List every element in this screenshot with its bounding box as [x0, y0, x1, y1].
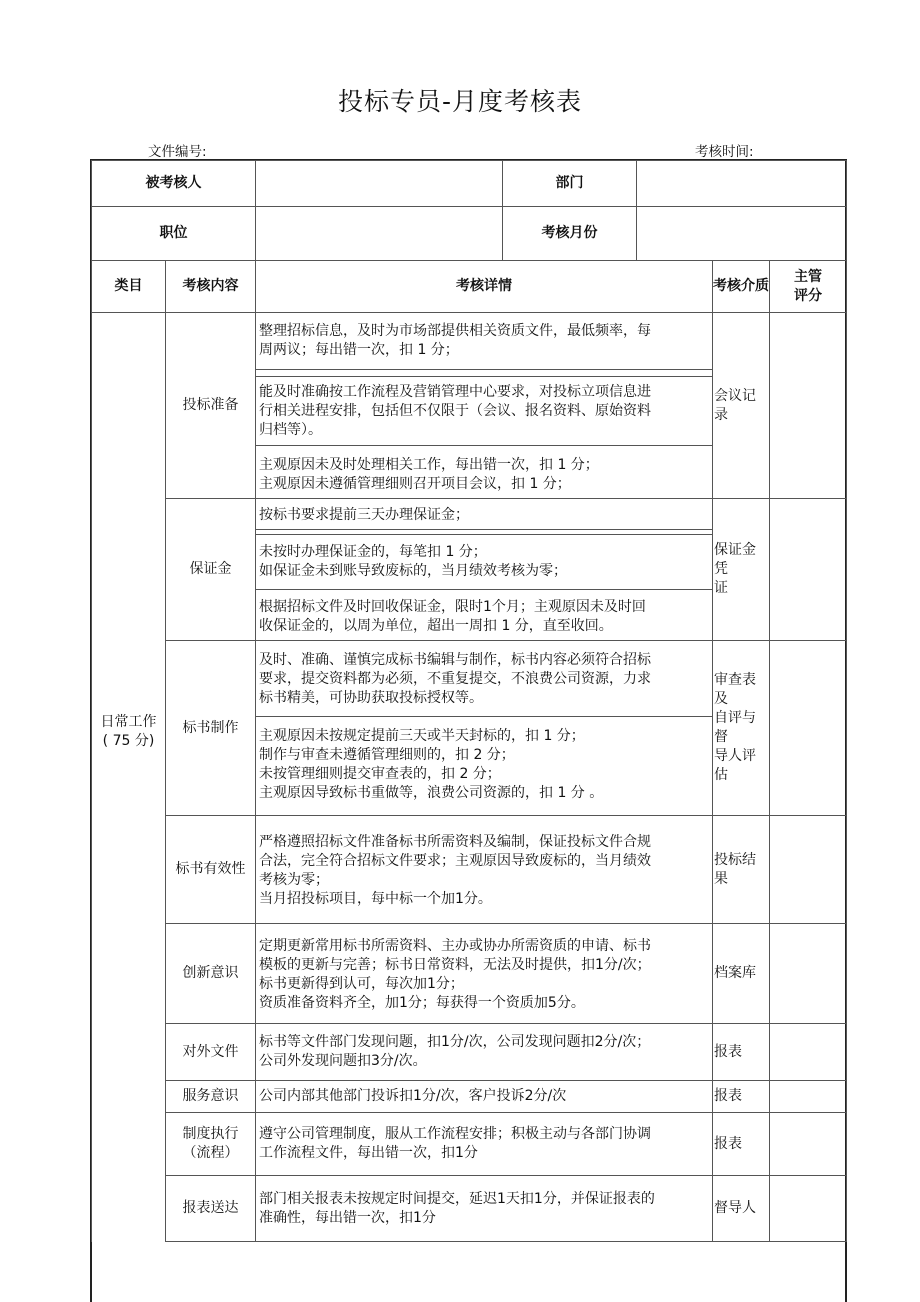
detail-line: 定期更新常用标书所需资料、主办或协办所需资质的申请、标书: [259, 937, 651, 954]
col-content: 考核内容: [166, 261, 256, 313]
content-cell: 服务意识: [166, 1081, 256, 1113]
content-cell: 投标准备: [166, 313, 256, 499]
detail-line: 标书精美，可协助获取投标授权等。: [259, 690, 483, 706]
detail-line: 准确性，每出错一次，扣1分: [259, 1209, 436, 1226]
score-cell[interactable]: [770, 1024, 847, 1081]
detail-line: 制作与审查未遵循管理细则的，扣 2 分；: [259, 747, 515, 763]
position-value[interactable]: [256, 207, 503, 261]
content-cell: 对外文件: [166, 1024, 256, 1081]
media-cell: [713, 499, 770, 641]
assessee-value[interactable]: [256, 161, 503, 207]
col-score: [770, 261, 847, 313]
col-category: 类目: [92, 261, 166, 313]
detail-line: 行相关进程安排，包括但不仅限于（会议、报名资料、原始资料: [259, 402, 651, 419]
media-line: 审查表及: [714, 672, 756, 707]
media-cell: [713, 641, 770, 816]
detail-cell: [256, 1024, 713, 1081]
media-cell: 报表: [713, 1081, 770, 1113]
file-number-label: 文件编号:: [148, 144, 207, 160]
detail-block: [256, 534, 712, 590]
table-row: [92, 1081, 847, 1113]
assessee-label: 被考核人: [92, 161, 256, 207]
detail-line: 工作流程文件，每出错一次，扣1分: [259, 1145, 478, 1161]
col-media: 考核介质: [713, 261, 770, 313]
score-cell[interactable]: [770, 1113, 847, 1176]
detail-cell: [256, 641, 713, 816]
department-value[interactable]: [637, 161, 847, 207]
content-cell: 标书有效性: [166, 816, 256, 924]
media-cell: 报表: [713, 1024, 770, 1081]
position-label: 职位: [92, 207, 256, 261]
detail-line: 当月招投标项目，每中标一个加1分。: [259, 890, 492, 907]
score-cell[interactable]: [770, 1081, 847, 1113]
detail-line: 未按管理细则提交审查表的，扣 2 分；: [259, 766, 501, 782]
detail-line: 公司外发现问题扣3分/次。: [259, 1053, 427, 1069]
media-line: 导人评估: [714, 748, 756, 783]
detail-cell: [256, 1176, 713, 1242]
table-row: [92, 816, 847, 924]
detail-line: 根据招标文件及时回收保证金，限时1个月；主观原因未及时回: [259, 598, 646, 615]
content-cell: 创新意识: [166, 924, 256, 1024]
detail-cell: [256, 924, 713, 1024]
detail-cell: [256, 499, 713, 641]
table-row: [92, 1024, 847, 1081]
detail-line: 公司内部其他部门投诉扣1分/次，客户投诉2分/次: [259, 1088, 567, 1104]
content-cell: 标书制作: [166, 641, 256, 816]
detail-line: 整理招标信息，及时为市场部提供相关资质文件，最低频率，每: [259, 322, 651, 339]
table-row: [92, 924, 847, 1024]
table-row: [92, 641, 847, 816]
detail-line: 标书等文件部门发现问题，扣1分/次，公司发现问题扣2分/次；: [259, 1034, 651, 1050]
score-cell[interactable]: [770, 1176, 847, 1242]
detail-line: 部门相关报表未按规定时间提交，延迟1天扣1分，并保证报表的: [259, 1190, 655, 1207]
content-cell: 报表送达: [166, 1176, 256, 1242]
col-detail: 考核详情: [256, 261, 713, 313]
detail-line: 主观原因导致标书重做等，浪费公司资源的，扣 1 分 。: [259, 785, 604, 801]
detail-line: 周两议；每出错一次，扣 1 分；: [259, 341, 459, 358]
media-line: 保证金凭: [714, 542, 756, 577]
col-score-line-1: 主管: [794, 268, 822, 285]
media-cell: 投标结果: [713, 816, 770, 924]
detail-line: 资质准备资料齐全，加1分；每获得一个资质加5分。: [259, 994, 585, 1011]
detail-block: [256, 717, 712, 815]
col-score-line-2: 评分: [794, 287, 822, 304]
position-row: [92, 207, 847, 261]
media-cell: 报表: [713, 1113, 770, 1176]
detail-line: 合法，完全符合招标文件要求；主观原因导致废标的，当月绩效: [259, 852, 651, 869]
detail-block: [256, 314, 712, 370]
category-name: 日常工作: [100, 714, 157, 731]
detail-line: 标书更新得到认可，每次加1分；: [259, 975, 464, 992]
month-label: 考核月份: [503, 207, 637, 261]
detail-line: 未按时办理保证金的，每笔扣 1 分；: [259, 543, 487, 560]
page-title: 投标专员-月度考核表: [337, 87, 583, 116]
detail-line: 模板的更新与完善；标书日常资料，无法及时提供，扣1分/次；: [259, 956, 651, 973]
score-cell[interactable]: [770, 641, 847, 816]
department-label: 部门: [503, 161, 637, 207]
detail-line: 严格遵照招标文件准备标书所需资料及编制，保证投标文件合规: [259, 833, 651, 850]
table-row: [92, 313, 847, 499]
detail-cell: [256, 816, 713, 924]
detail-line: 能及时准确按工作流程及营销管理中心要求，对投标立项信息进: [259, 383, 651, 400]
media-line: 证: [714, 580, 728, 596]
detail-line: 要求，提交资料都为必须，不重复提交，不浪费公司资源，力求: [259, 671, 651, 687]
assessee-row: [92, 161, 847, 207]
content-cell: [166, 1113, 256, 1176]
detail-cell: [256, 313, 713, 499]
detail-line: 主观原因未遵循管理细则召开项目会议，扣 1 分；: [259, 475, 571, 492]
detail-cell: [256, 1081, 713, 1113]
column-header-row: [92, 261, 847, 313]
detail-cell: [256, 1113, 713, 1176]
detail-block: [256, 376, 712, 446]
table-row: [92, 499, 847, 641]
detail-line: 考核为零；: [259, 871, 329, 888]
content-cell: 保证金: [166, 499, 256, 641]
detail-line: 主观原因未按规定提前三天或半天封标的，扣 1 分；: [259, 728, 585, 744]
detail-line: 按标书要求提前三天办理保证金；: [259, 506, 469, 523]
table-row: [92, 1176, 847, 1242]
score-cell[interactable]: [770, 924, 847, 1024]
assessment-table: [91, 160, 847, 1242]
score-cell[interactable]: [770, 816, 847, 924]
detail-line: 主观原因未及时处理相关工作，每出错一次，扣 1 分；: [259, 456, 599, 473]
detail-line: 收保证金的，以周为单位，超出一周扣 1 分，直至收回。: [259, 617, 613, 634]
table-row: [92, 1113, 847, 1176]
detail-line: 归档等）。: [259, 421, 322, 438]
detail-line: 及时、准确、谨慎完成标书编辑与制作，标书内容必须符合招标: [259, 652, 651, 668]
media-cell: 督导人: [713, 1176, 770, 1242]
assessment-time-label: 考核时间:: [695, 144, 754, 160]
detail-block: [256, 641, 712, 717]
detail-block: [256, 590, 712, 640]
content-line: 制度执行: [182, 1126, 239, 1142]
detail-block: [256, 446, 712, 498]
media-line: 自评与督: [714, 710, 756, 745]
score-cell[interactable]: [770, 313, 847, 499]
detail-block: [256, 500, 712, 530]
category-points: ( 75 分): [102, 733, 155, 750]
media-cell: 档案库: [713, 924, 770, 1024]
score-cell[interactable]: [770, 499, 847, 641]
month-value[interactable]: [637, 207, 847, 261]
category-cell: [92, 313, 166, 1242]
media-cell: 会议记录: [713, 313, 770, 499]
detail-line: 遵守公司管理制度，服从工作流程安排；积极主动与各部门协调: [259, 1126, 651, 1142]
content-line: （流程）: [182, 1145, 239, 1161]
detail-line: 如保证金未到账导致废标的，当月绩效考核为零；: [259, 562, 567, 579]
